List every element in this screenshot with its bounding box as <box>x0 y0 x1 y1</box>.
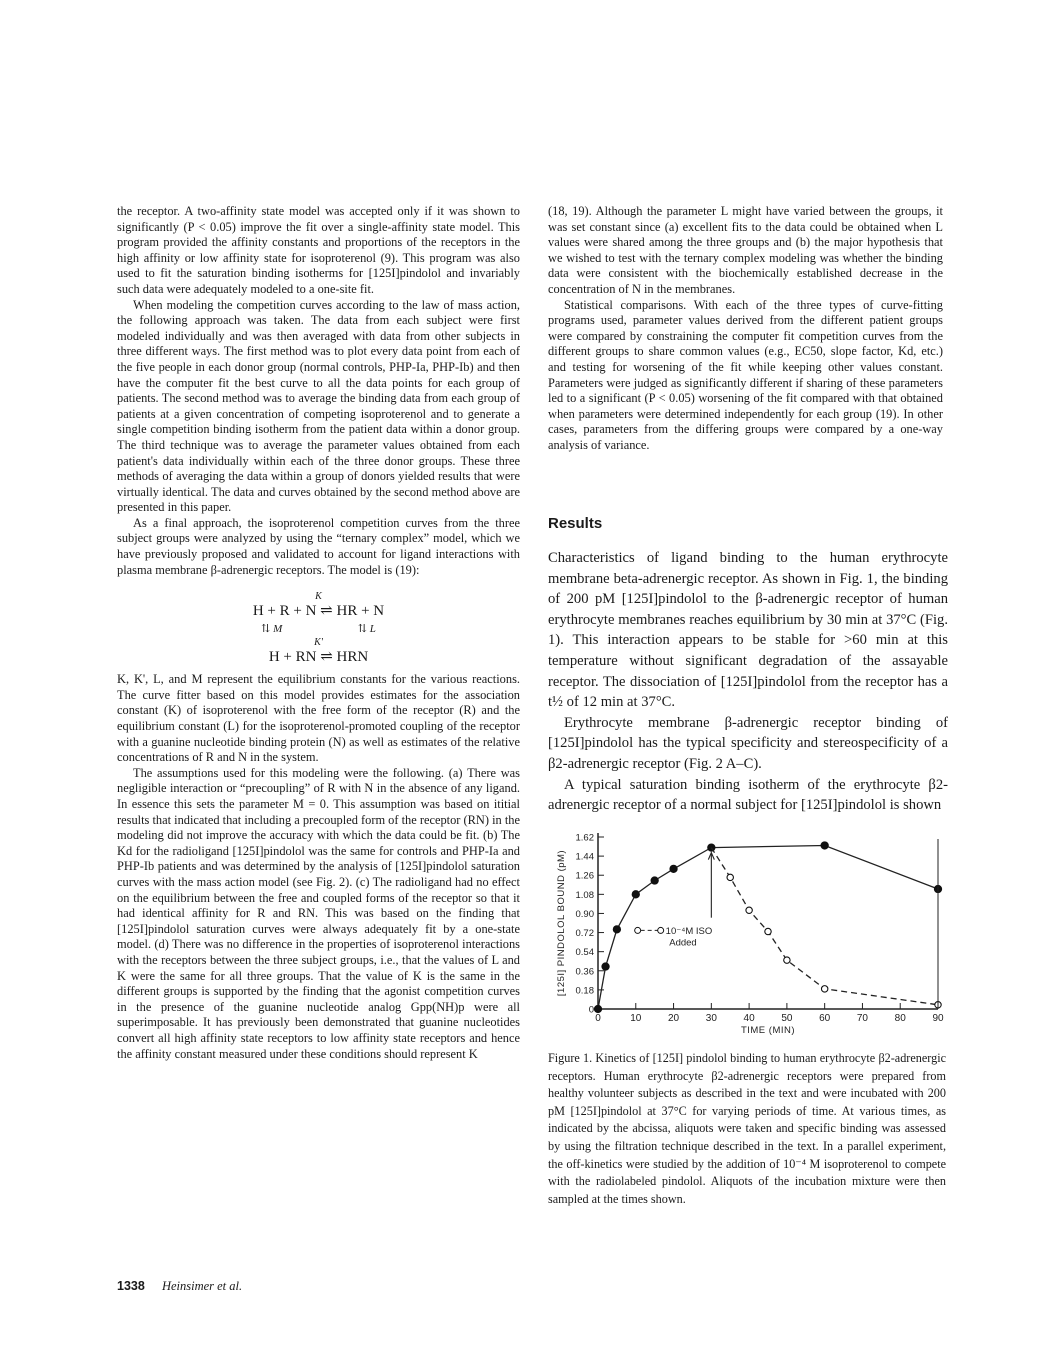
y-tick-label: 0.90 <box>575 908 594 920</box>
figure-1-chart <box>548 825 958 1043</box>
ternary-complex-equation <box>117 592 520 666</box>
y-tick-label: 0.18 <box>575 985 594 997</box>
data-point-0-7 <box>821 842 828 849</box>
right-paragraph-1: (18, 19). Although the parameter L might have varied between the groups, it was set constant since (a) excellent fits to the data could be obtained when L values were shared among the three groups and (b) the major hypothesis that we wished to test with the ternary complex modeling was whether the binding data were consistent with the biochemically established decrease in the concentration of N in the membranes. <box>548 204 943 296</box>
y-tick-label: 1.44 <box>575 851 594 863</box>
data-point-1-4 <box>784 957 790 963</box>
x-tick-label: 10 <box>630 1013 642 1024</box>
page-footer <box>117 1279 242 1294</box>
left-paragraph-3: As a final approach, the isoproterenol competition curves from the three subject groups were analyzed by using the “ternary complex” model, which we have previously proposed and validated to account for ligand interactions with plasma membrane β-adrenergic receptors. The model is (19): <box>117 515 520 577</box>
y-tick-label: 1.26 <box>575 870 594 882</box>
x-axis-label: TIME (MIN) <box>740 1025 796 1036</box>
y-tick-label: 1.08 <box>575 889 594 901</box>
y-tick-label: 0.54 <box>575 947 594 959</box>
y-tick-label: 0.72 <box>575 928 594 940</box>
equation-m-label: ⇅ M <box>261 623 283 636</box>
series-line-0 <box>598 846 938 1010</box>
data-point-0-1 <box>602 963 609 970</box>
data-point-0-3 <box>632 891 639 898</box>
results-heading: Results <box>548 515 603 532</box>
data-point-1-5 <box>821 986 827 992</box>
results-section <box>548 548 948 816</box>
x-tick-label: 30 <box>705 1013 717 1024</box>
equation-k-label: K <box>315 591 322 603</box>
y-tick-label: 1.62 <box>575 832 594 844</box>
data-point-1-1 <box>727 874 733 880</box>
x-tick-label: 20 <box>667 1013 680 1024</box>
legend-open-circle-right <box>658 927 664 933</box>
data-point-0-0 <box>594 1005 601 1012</box>
x-tick-label: 80 <box>894 1013 906 1024</box>
annotation-added: Added <box>669 937 697 949</box>
x-tick-label: 60 <box>819 1013 831 1024</box>
results-paragraph-1: Characteristics of ligand binding to the human erythrocyte membrane beta-adrenergic receptor. As shown in Fig. 1, the binding of 200 pM [125I]pindolol to the β-adrenergic receptor of human erythrocyte membranes reaches equilibrium by 30 min at 37°C (Fig. 1). This interaction appears to be stable for >60 min at this temperature without significant degradation of the assayable receptor. The dissociation of [125I]pindolol from the receptor has a t½ of 12 min at 37°C. <box>548 550 948 711</box>
y-tick-label: 0 <box>588 1004 594 1016</box>
equation-line-2: H + RN ⇌ HRN <box>268 649 369 666</box>
page-number: 1338 <box>117 1279 145 1293</box>
data-point-1-2 <box>746 907 752 913</box>
y-axis-label: [125I] PINDOLOL BOUND (pM) <box>556 849 567 997</box>
x-tick-label: 40 <box>743 1013 755 1024</box>
data-point-0-5 <box>670 865 677 872</box>
legend-open-circle-left <box>635 927 641 933</box>
data-point-0-4 <box>651 877 658 884</box>
data-point-0-2 <box>613 926 620 933</box>
x-tick-label: 70 <box>856 1013 869 1024</box>
results-paragraph-3: A typical saturation binding isotherm of the erythrocyte β2-adrenergic receptor of a normal subject for [125I]pindolol is shown <box>548 776 948 814</box>
equation-l-label: ⇅ L <box>357 623 376 636</box>
x-tick-label: 90 <box>932 1013 944 1024</box>
results-paragraph-2: Erythrocyte membrane β-adrenergic receptor binding of [125I]pindolol has the typical specificity and stereospecificity of a β2-adrenergic receptor (Fig. 2 A–C). <box>548 714 948 772</box>
right-paragraph-2: Statistical comparisons. With each of the three types of curve-fitting programs used, parameter values derived from the different patient groups were compared by constraining the computer fit competition curves from the different groups to share common values (e.g., EC50, slope factor, Kd, etc.) and testing for worsening of the fit while keeping other values constant. Parameters were judged as significantly different if sharing of these parameters led to a significant (P < 0.05) worsening of the fit compared with that obtained when parameters were determined independently for each group (19). In other cases, parameters from the differing groups were compared by a one-way analysis of variance. <box>548 297 943 452</box>
left-paragraph-1: the receptor. A two-affinity state model was accepted only if it was shown to significantly (P < 0.05) improve the fit over a single-affinity state model. This program provided the affinity constants and proportions of the receptors in the high affinity or low affinity state for isoproterenol (9). This program was also used to fit the saturation binding isotherms for [125I]pindolol and invariably such data were adequately modeled to a one-site fit. <box>117 204 520 296</box>
running-authors: Heinsimer et al. <box>161 1279 243 1293</box>
right-column-top <box>548 204 943 454</box>
x-tick-label: 50 <box>781 1013 793 1024</box>
equation-kprime-label: K' <box>314 637 323 649</box>
figure-1-caption: Figure 1. Kinetics of [125I] pindolol binding to human erythrocyte β2-adrenergic receptors. Human erythrocyte β2-adrenergic receptors were prepared from healthy volunteer subjects as described in the text and were incubated with 200 pM [125I]pindolol at 37°C for varying periods of time. At various times, as indicated by the abcissa, aliquots were taken and specific binding was assessed by using the filtration technique described in the text. In a parallel experiment, the off-kinetics were studied by the addition of 10⁻⁴ M isoproterenol to compete with the radiolabeled pindolol. Aliquots of the incubation mixture were then sampled at the times shown. <box>548 1051 946 1206</box>
legend-label: 10⁻⁴M ISO <box>665 925 713 937</box>
left-paragraph-4: K, K', L, and M represent the equilibrium constants for the various reactions. The curve fitter based on this model provides estimates for the association constant (K) of isoproterenol with the free form of the receptor (R) and the equilibrium constant (L) for the isoproterenol-promoted coupling of the receptor with a guanine nucleotide binding protein (N) as well as estimates of the relative concentrations of R and N in the system. <box>117 672 520 765</box>
series-line-1 <box>711 848 938 1005</box>
left-paragraph-5: The assumptions used for this modeling were the following. (a) There was negligible interaction or “precoupling” of R with N in the absence of any ligand. In essence this sets the parameter M = 0. This assumption was based on ititial results that indicated that including a precoupled form of the receptor (RN) in the modeling did not improve the accuracy with which the data could be fit. (b) The Kd for the radioligand [125I]pindolol was the same for controls and PHP-Ia and PHP-Ib patients and was determined by the analysis of [125I]pindolol saturation curves with the mass action model (see Fig. 2). (c) The radioligand had no effect on the equilibrium between the free and coupled forms of the receptor so that it had identical affinity for R and RN. This was based on the finding that [125I]pindolol saturation curves were always adequately fit by a one-state model. (d) There was no difference in the properties of isoproterenol interactions with the receptors between the three subject groups, i.e., that the values of L and K were the same for all three groups. That the value of K is the same in the different groups is supported by the finding that the agonist competition curves in the presence of the guanine nucleotide analog Gpp(NH)p were all superimposable. It has previously been demonstrated that guanine nucleotides convert all high affinity state receptors to low affinity state receptors and hence the affinity constant measured under these conditions should represent K <box>117 765 520 1061</box>
x-tick-label: 0 <box>595 1013 601 1024</box>
left-column <box>117 204 520 1062</box>
equation-vertical-constants <box>117 620 520 638</box>
y-tick-label: 0.36 <box>575 966 594 978</box>
data-point-1-3 <box>765 928 771 934</box>
left-paragraph-2: When modeling the competition curves according to the law of mass action, the following approach was taken. The data from each subject were first modeled individually and was then averaged with data from other subjects in three different ways. The first method was to plot every data point from each of the five people in each donor group (normal controls, PHP-Ia, PHP-Ib) and then have the computer fit the best curve to all the data points for each group of patients. The second method was to average the binding data from each group of patients at a given concentration of competing isoproterenol and to generate a single competition binding isotherm from the patient data within a donor group. The third technique was to average the parameter values obtained from each patient's data individually within each of the three donor groups. These three methods of averaging the data within a group of donors yielded results that were virtually identical. The data and curves obtained by the second method above are presented in this paper. <box>117 297 520 515</box>
equation-line-1: H + R + N ⇌ HR + N <box>252 603 385 620</box>
